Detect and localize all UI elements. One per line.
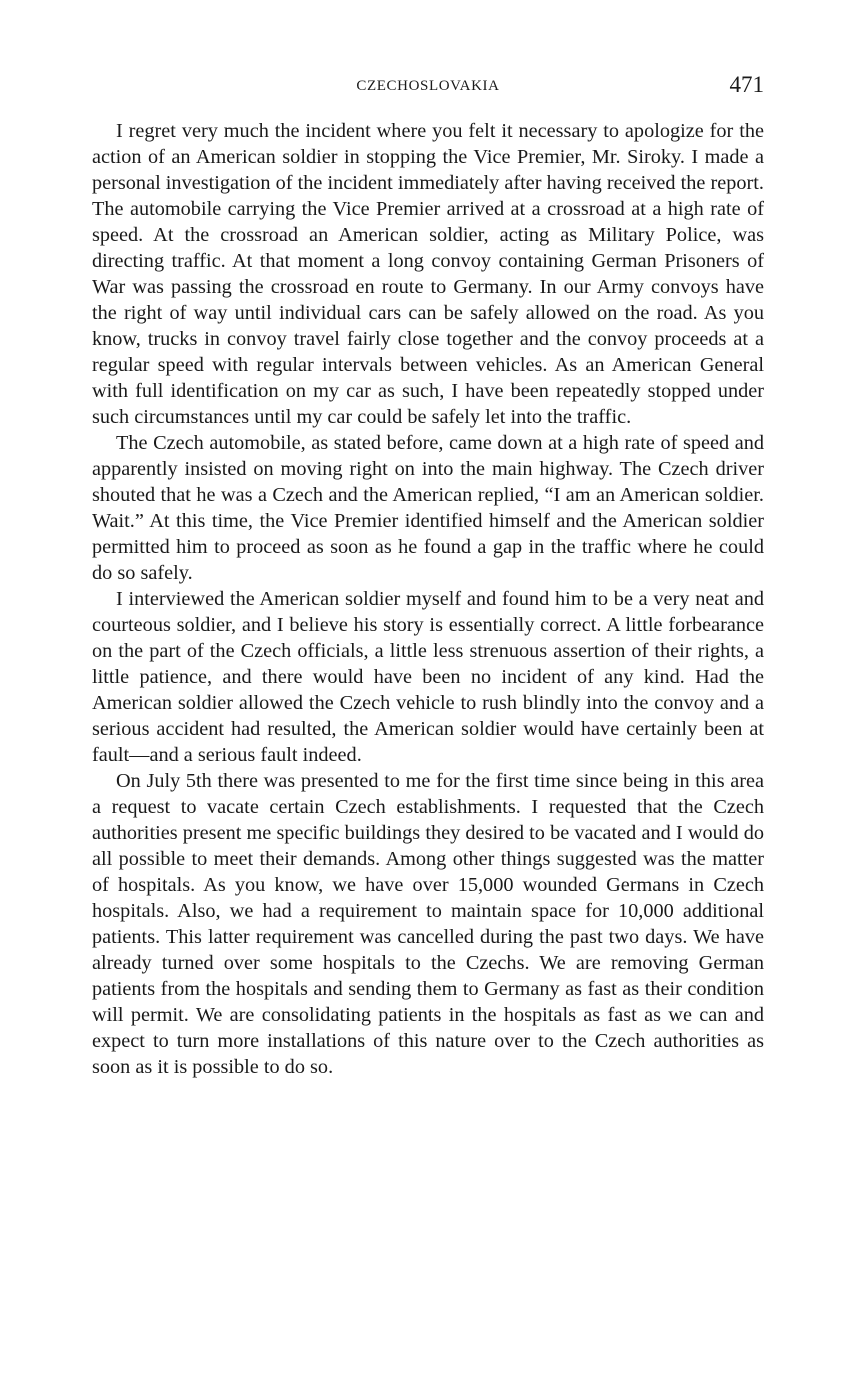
paragraph-4: On July 5th there was presented to me for the first time since being in this area a request to vacate certain Czech establishments. I requested that the Czech authorities present me specific buildings they desired to be vacated and I would do all possible to meet their demands. Among other things suggested was the matter of hospitals. As you know, we have over 15,000 wounded Germans in Czech hospitals. Also, we had a requirement to maintain space for 10,000 additional patients. This latter requirement was cancelled during the past two days. We have already turned over some hospitals to the Czechs. We are removing German patients from the hospitals and sending them to Germany as fast as their condition will permit. We are consolidating patients in the hospitals as fast as we can and expect to turn more installations of this nature over to the Czech authorities as soon as it is possible to do so. xyxy=(92,770,764,1078)
paragraph-1: I regret very much the incident where you felt it necessary to apologize for the action of an American soldier in stopping the Vice Premier, Mr. Siroky. I made a personal investigation of the incident immediately after having received the report. The automobile carrying the Vice Premier arrived at a crossroad at a high rate of speed. At the crossroad an American soldier, acting as Military Police, was directing traffic. At that moment a long convoy containing German Prisoners of War was passing the crossroad en route to Germany. In our Army convoys have the right of way until individual cars can be safely allowed on the road. As you know, trucks in convoy travel fairly close together and the convoy proceeds at a regular speed with regular intervals between vehicles. As an American General with full identification on my car as such, I have been repeatedly stopped under such circumstances until my car could be safely let into the traffic. xyxy=(92,120,764,428)
paragraph-2: The Czech automobile, as stated before, came down at a high rate of speed and apparently insisted on moving right on into the main highway. The Czech driver shouted that he was a Czech and the American replied, “I am an American soldier. Wait.” At this time, the Vice Premier identified himself and the American soldier permitted him to proceed as soon as he found a gap in the traffic where he could do so safely. xyxy=(92,432,764,584)
section-title: CZECHOSLOVAKIA xyxy=(356,78,500,94)
running-head xyxy=(92,70,764,104)
paragraph-3: I interviewed the American soldier myself and found him to be a very neat and courteous soldier, and I believe his story is essentially correct. A little forbearance on the part of the Czech officials, a little less strenuous assertion of their rights, a little patience, and there would have been no incident of any kind. Had the American soldier allowed the Czech vehicle to rush blindly into the convoy and a serious accident had resulted, the American soldier would have certainly been at fault—and a serious fault indeed. xyxy=(92,588,764,766)
document-page xyxy=(92,70,764,1080)
page-number: 471 xyxy=(729,72,764,97)
body-text xyxy=(92,118,764,1080)
